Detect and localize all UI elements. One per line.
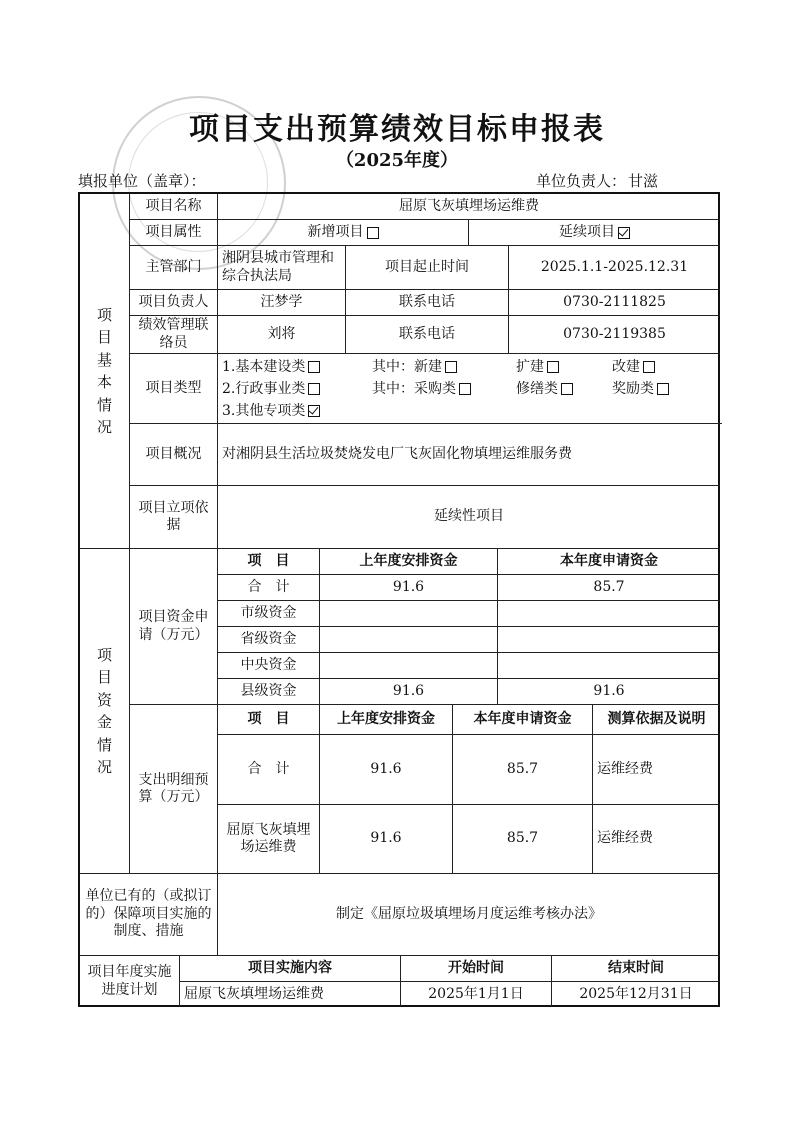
type-1: 1.基本建设类 xyxy=(222,356,320,376)
leader-phone: 0730-2111825 xyxy=(509,290,720,316)
type-3: 3.其他专项类 xyxy=(222,400,320,420)
basis-label: 项目立项依据 xyxy=(130,486,218,549)
dcol-last: 上年度安排资金 xyxy=(320,705,453,735)
plan-col-content: 项目实施内容 xyxy=(180,956,401,982)
attr-label: 项目属性 xyxy=(130,220,218,246)
plan-end: 2025年12月31日 xyxy=(579,985,693,1002)
dept-value: 湘阴县城市管理和综合执法局 xyxy=(218,246,346,290)
dcol-basis: 测算依据及说明 xyxy=(593,705,720,735)
plan-label: 项目年度实施进度计划 xyxy=(80,956,180,1007)
col-item: 项 目 xyxy=(218,549,320,575)
plan-content: 屈原飞灰填埋场运维费 xyxy=(180,982,401,1007)
detail-row-name: 合 计 xyxy=(218,735,320,805)
name-label: 项目名称 xyxy=(130,194,218,220)
of-1: 其中：新建 xyxy=(372,356,457,376)
detail-row-name: 屈原飞灰填埋场运维费 xyxy=(218,805,320,874)
section-basic: 项目基本情况 xyxy=(80,194,130,549)
page-year: （2025年度） xyxy=(335,150,459,171)
detail-row-basis: 运维经费 xyxy=(593,735,720,805)
of-2: 其中：采购类 xyxy=(372,378,471,398)
detail-row-this: 85.7 xyxy=(453,805,593,874)
rebuild: 改建 xyxy=(612,356,655,376)
fund-row-this xyxy=(498,653,720,679)
fund-row-last xyxy=(320,627,498,653)
type-2: 2.行政事业类 xyxy=(222,378,320,398)
fund-row-this: 91.6 xyxy=(498,679,720,705)
fund-row-name: 市级资金 xyxy=(218,601,320,627)
type-grid xyxy=(218,354,722,424)
system-label: 单位已有的（或拟订的）保障项目实施的制度、措施 xyxy=(80,874,218,956)
plan-start: 2025年1月1日 xyxy=(401,982,552,1007)
page-title: 项目支出预算绩效目标申报表 xyxy=(189,112,605,147)
responsible-label: 单位负责人： xyxy=(536,172,627,190)
apply-label: 项目资金申请（万元） xyxy=(130,549,218,705)
fund-row-last: 91.6 xyxy=(320,575,498,601)
col-this: 本年度申请资金 xyxy=(498,549,720,575)
reward: 奖励类 xyxy=(612,378,669,398)
overview-value: 对湘阴县生活垃圾焚烧发电厂飞灰固化物填埋运维服务费 xyxy=(218,424,720,486)
system-value: 制定《屈原垃圾填埋场月度运维考核办法》 xyxy=(218,874,720,956)
fund-row-last xyxy=(320,601,498,627)
unit-label: 填报单位（盖章）： xyxy=(78,172,206,190)
fund-row-this: 85.7 xyxy=(498,575,720,601)
detail-row-last: 91.6 xyxy=(320,735,453,805)
report-table xyxy=(78,192,720,1007)
checkbox-new xyxy=(367,227,379,239)
phone-label-2: 联系电话 xyxy=(346,316,509,354)
dept-label: 主管部门 xyxy=(130,246,218,290)
responsible-signature: 甘滋 xyxy=(628,172,659,190)
overview-label: 项目概况 xyxy=(130,424,218,486)
fund-row-this xyxy=(498,627,720,653)
fund-row-last: 91.6 xyxy=(320,679,498,705)
repair: 修缮类 xyxy=(516,378,573,398)
fund-row-name: 省级资金 xyxy=(218,627,320,653)
col-last: 上年度安排资金 xyxy=(320,549,498,575)
leader-label: 项目负责人 xyxy=(130,290,218,316)
fund-row-name: 中央资金 xyxy=(218,653,320,679)
period-label: 项目起止时间 xyxy=(346,246,509,290)
plan-col-end: 结束时间 xyxy=(552,956,720,982)
section-funds: 项目资金情况 xyxy=(80,549,130,874)
detail-row-basis: 运维经费 xyxy=(593,805,720,874)
attr-new: 新增项目 xyxy=(218,220,469,246)
name-value: 屈原飞灰填埋场运维费 xyxy=(218,194,720,220)
expand: 扩建 xyxy=(516,356,559,376)
fund-row-last xyxy=(320,653,498,679)
period-value: 2025.1.1-2025.12.31 xyxy=(509,246,720,290)
detail-row-this: 85.7 xyxy=(453,735,593,805)
detail-row-last: 91.6 xyxy=(320,805,453,874)
plan-col-start: 开始时间 xyxy=(401,956,552,982)
liaison-label: 绩效管理联络员 xyxy=(130,316,218,354)
fund-row-name: 合 计 xyxy=(218,575,320,601)
attr-cont: 延续项目 xyxy=(469,220,720,246)
detail-label: 支出明细预算（万元） xyxy=(130,705,218,874)
liaison-value: 刘将 xyxy=(218,316,346,354)
fund-row-this xyxy=(498,601,720,627)
fund-row-name: 县级资金 xyxy=(218,679,320,705)
dcol-item: 项 目 xyxy=(218,705,320,735)
dcol-this: 本年度申请资金 xyxy=(453,705,593,735)
checkbox-cont xyxy=(618,227,630,239)
basis-value: 延续性项目 xyxy=(218,486,720,549)
leader-value: 汪梦学 xyxy=(218,290,346,316)
liaison-phone: 0730-2119385 xyxy=(509,316,720,354)
type-label: 项目类型 xyxy=(130,354,218,424)
phone-label: 联系电话 xyxy=(346,290,509,316)
